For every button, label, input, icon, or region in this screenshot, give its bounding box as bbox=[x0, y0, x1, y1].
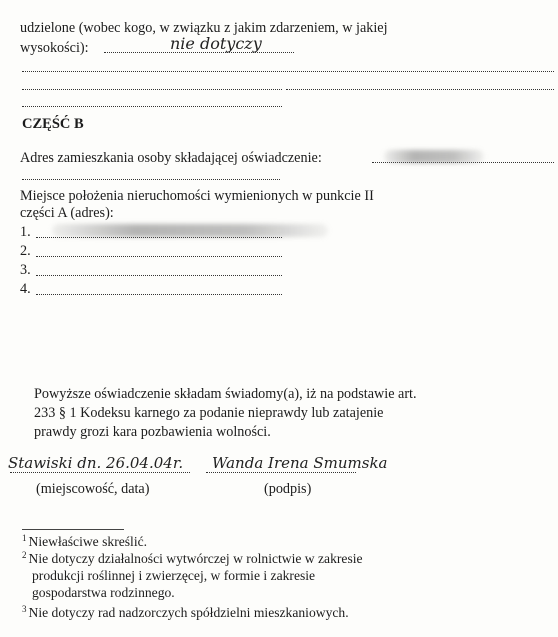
handwritten-answer: nie dotyczy bbox=[170, 34, 262, 53]
dotted-line bbox=[36, 256, 282, 257]
dotted-line bbox=[10, 472, 190, 473]
property-label-1: Miejsce położenia nieruchomości wymienionych w punkcie II bbox=[20, 188, 374, 204]
handwritten-place-date: Stawiski dn. 26.04.04r. bbox=[8, 454, 184, 472]
footnote-number: 1 bbox=[22, 533, 27, 543]
property-item-2: 2. bbox=[20, 243, 31, 259]
footnote-number: 2 bbox=[22, 550, 27, 560]
footnote-separator bbox=[22, 529, 124, 530]
dotted-line bbox=[22, 106, 282, 107]
property-label-2: części A (adres): bbox=[20, 205, 114, 221]
handwritten-signature: Wanda Irena Smumska bbox=[212, 454, 388, 472]
part-a-line-2-label: wysokości): bbox=[20, 40, 89, 56]
footnote-number: 3 bbox=[22, 604, 27, 614]
redacted-property-address bbox=[52, 224, 328, 237]
property-item-3: 3. bbox=[20, 262, 31, 278]
dotted-line bbox=[206, 472, 356, 473]
statement-line-1: Powyższe oświadczenie składam świadomy(a), iż na podstawie art. bbox=[34, 386, 417, 402]
redacted-address bbox=[384, 150, 484, 163]
dotted-line bbox=[286, 89, 554, 90]
footnote-text: Niewłaściwe skreślić. bbox=[28, 534, 148, 549]
dotted-line bbox=[36, 294, 282, 295]
footnote-text: Nie dotyczy działalności wytwórczej w rolnictwie w zakresie bbox=[28, 551, 363, 566]
property-item-1: 1. bbox=[20, 224, 31, 240]
statement-line-2: 233 § 1 Kodeksu karnego za podanie nieprawdy lub zatajenie bbox=[34, 405, 384, 421]
footnote-2-line-3: gospodarstwa rodzinnego. bbox=[32, 585, 175, 600]
part-b-heading: CZĘŚĆ B bbox=[22, 116, 84, 132]
footnote-1 bbox=[22, 533, 147, 550]
signature-caption: (podpis) bbox=[264, 481, 312, 497]
dotted-line bbox=[22, 89, 282, 90]
place-date-caption: (miejscowość, data) bbox=[36, 481, 150, 497]
footnote-3 bbox=[22, 604, 349, 621]
dotted-line bbox=[22, 179, 280, 180]
property-item-4: 4. bbox=[20, 281, 31, 297]
footnote-2 bbox=[22, 550, 363, 567]
dotted-line bbox=[36, 275, 282, 276]
address-label: Adres zamieszkania osoby składającej oświadczenie: bbox=[20, 150, 322, 166]
dotted-line bbox=[36, 237, 282, 238]
statement-line-3: prawdy grozi kara pozbawienia wolności. bbox=[34, 424, 271, 440]
dotted-line bbox=[22, 71, 554, 72]
footnote-text: Nie dotyczy rad nadzorczych spółdzielni mieszkaniowych. bbox=[28, 605, 349, 620]
footnote-2-line-2: produkcji roślinnej i zwierzęcej, w formie i zakresie bbox=[32, 568, 316, 583]
part-a-line-1: udzielone (wobec kogo, w związku z jakim zdarzeniem, w jakiej bbox=[20, 20, 388, 36]
